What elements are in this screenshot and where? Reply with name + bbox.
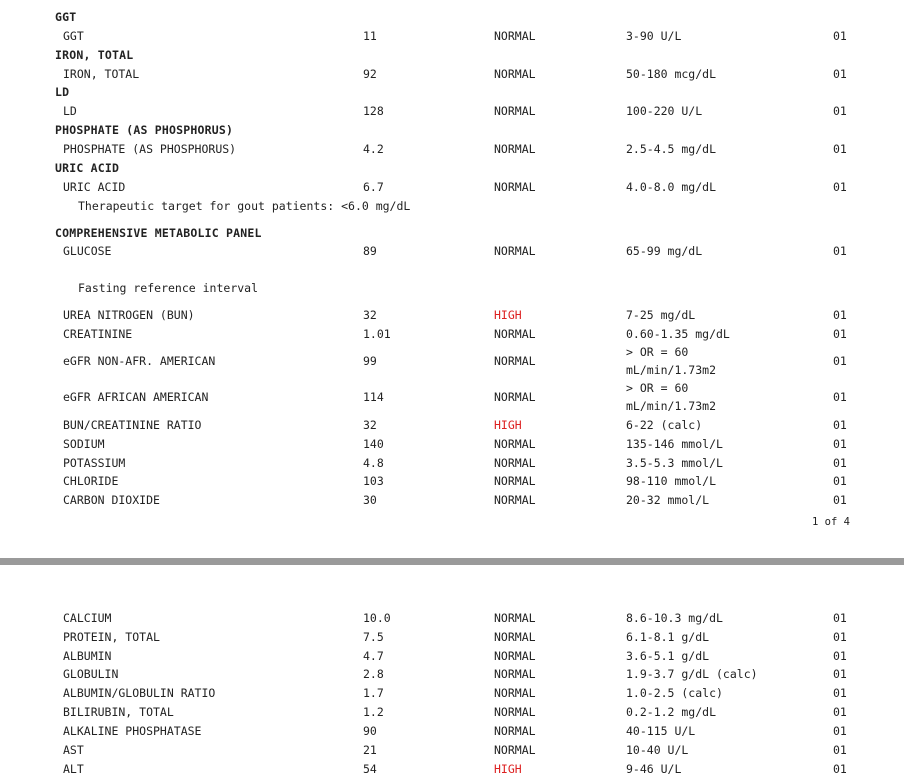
- section-header-ld: LD: [55, 85, 70, 99]
- test-name: GLUCOSE: [63, 244, 112, 258]
- reference-range: 3.5-5.3 mmol/L: [626, 456, 723, 470]
- lab-code: 01: [833, 67, 847, 81]
- test-flag: NORMAL: [494, 354, 536, 368]
- lab-code: 01: [833, 29, 847, 43]
- test-flag: NORMAL: [494, 493, 536, 507]
- reference-range: 135-146 mmol/L: [626, 437, 723, 451]
- test-flag: NORMAL: [494, 649, 536, 663]
- lab-code: 01: [833, 762, 847, 776]
- test-value: 54: [363, 762, 377, 776]
- reference-range: 1.0-2.5 (calc): [626, 686, 723, 700]
- test-value: 21: [363, 743, 377, 757]
- test-name: CHLORIDE: [63, 474, 119, 488]
- test-value: 114: [363, 390, 384, 404]
- lab-code: 01: [833, 474, 847, 488]
- test-name: IRON, TOTAL: [63, 67, 140, 81]
- section-header-phosphate: PHOSPHATE (AS PHOSPHORUS): [55, 123, 234, 137]
- test-value: 92: [363, 67, 377, 81]
- lab-code: 01: [833, 104, 847, 118]
- reference-range: 6.1-8.1 g/dL: [626, 630, 710, 644]
- test-name: URIC ACID: [63, 180, 126, 194]
- reference-range: 3-90 U/L: [626, 29, 682, 43]
- lab-code: 01: [833, 142, 847, 156]
- lab-code: 01: [833, 649, 847, 663]
- test-value: 1.7: [363, 686, 384, 700]
- test-flag: NORMAL: [494, 390, 536, 404]
- lab-code: 01: [833, 354, 847, 368]
- test-name: POTASSIUM: [63, 456, 126, 470]
- test-value: 32: [363, 308, 377, 322]
- section-header-iron: IRON, TOTAL: [55, 48, 134, 62]
- test-name: BUN/CREATININE RATIO: [63, 418, 202, 432]
- reference-range: 0.2-1.2 mg/dL: [626, 705, 717, 719]
- reference-range: 8.6-10.3 mg/dL: [626, 611, 723, 625]
- test-value: 128: [363, 104, 384, 118]
- test-flag: NORMAL: [494, 142, 536, 156]
- reference-range-line1: > OR = 60: [626, 381, 689, 395]
- test-name: eGFR NON-AFR. AMERICAN: [63, 354, 216, 368]
- reference-range: 2.5-4.5 mg/dL: [626, 142, 717, 156]
- test-name: PROTEIN, TOTAL: [63, 630, 160, 644]
- test-value: 11: [363, 29, 377, 43]
- reference-range-line2: mL/min/1.73m2: [626, 363, 717, 377]
- comment-note: Fasting reference interval: [78, 281, 259, 295]
- test-name: GLOBULIN: [63, 667, 119, 681]
- reference-range: 40-115 U/L: [626, 724, 696, 738]
- test-flag: NORMAL: [494, 724, 536, 738]
- test-value: 2.8: [363, 667, 384, 681]
- reference-range: 7-25 mg/dL: [626, 308, 696, 322]
- test-value: 4.2: [363, 142, 384, 156]
- lab-code: 01: [833, 327, 847, 341]
- lab-code: 01: [833, 743, 847, 757]
- lab-code: 01: [833, 493, 847, 507]
- lab-code: 01: [833, 308, 847, 322]
- lab-code: 01: [833, 418, 847, 432]
- test-value: 1.2: [363, 705, 384, 719]
- test-name: BILIRUBIN, TOTAL: [63, 705, 174, 719]
- section-header-cmp: COMPREHENSIVE METABOLIC PANEL: [55, 226, 262, 240]
- test-name: ALT: [63, 762, 84, 776]
- test-value: 99: [363, 354, 377, 368]
- test-value: 4.8: [363, 456, 384, 470]
- reference-range: 100-220 U/L: [626, 104, 703, 118]
- test-value: 6.7: [363, 180, 384, 194]
- test-value: 140: [363, 437, 384, 451]
- test-name: LD: [63, 104, 77, 118]
- page-divider: [0, 558, 904, 565]
- test-value: 89: [363, 244, 377, 258]
- section-header-ggt: GGT: [55, 10, 77, 24]
- lab-code: 01: [833, 244, 847, 258]
- lab-code: 01: [833, 611, 847, 625]
- test-flag: NORMAL: [494, 180, 536, 194]
- test-flag: NORMAL: [494, 104, 536, 118]
- test-flag: NORMAL: [494, 29, 536, 43]
- reference-range: 9-46 U/L: [626, 762, 682, 776]
- test-value: 7.5: [363, 630, 384, 644]
- test-value: 90: [363, 724, 377, 738]
- test-flag: NORMAL: [494, 743, 536, 757]
- reference-range: 0.60-1.35 mg/dL: [626, 327, 730, 341]
- comment-note: Therapeutic target for gout patients: <6.0 mg/dL: [78, 199, 411, 213]
- reference-range: 1.9-3.7 g/dL (calc): [626, 667, 758, 681]
- test-value: 32: [363, 418, 377, 432]
- reference-range-line1: > OR = 60: [626, 345, 689, 359]
- reference-range: 50-180 mcg/dL: [626, 67, 717, 81]
- lab-code: 01: [833, 390, 847, 404]
- test-name: ALBUMIN: [63, 649, 112, 663]
- page-number: 1 of 4: [812, 516, 850, 528]
- lab-code: 01: [833, 705, 847, 719]
- test-flag: NORMAL: [494, 67, 536, 81]
- reference-range: 65-99 mg/dL: [626, 244, 703, 258]
- test-name: PHOSPHATE (AS PHOSPHORUS): [63, 142, 237, 156]
- reference-range: 10-40 U/L: [626, 743, 689, 757]
- test-flag: NORMAL: [494, 474, 536, 488]
- reference-range: 4.0-8.0 mg/dL: [626, 180, 717, 194]
- reference-range: 3.6-5.1 g/dL: [626, 649, 710, 663]
- test-name: eGFR AFRICAN AMERICAN: [63, 390, 209, 404]
- test-value: 103: [363, 474, 384, 488]
- lab-code: 01: [833, 180, 847, 194]
- test-value: 1.01: [363, 327, 391, 341]
- test-name: GGT: [63, 29, 84, 43]
- test-flag-high: HIGH: [494, 762, 522, 776]
- test-flag: NORMAL: [494, 244, 536, 258]
- lab-code: 01: [833, 667, 847, 681]
- test-name: CALCIUM: [63, 611, 112, 625]
- test-flag: NORMAL: [494, 327, 536, 341]
- test-value: 10.0: [363, 611, 391, 625]
- test-flag-high: HIGH: [494, 418, 522, 432]
- test-flag: NORMAL: [494, 456, 536, 470]
- test-name: CARBON DIOXIDE: [63, 493, 160, 507]
- test-flag: NORMAL: [494, 705, 536, 719]
- test-flag: NORMAL: [494, 630, 536, 644]
- lab-code: 01: [833, 456, 847, 470]
- lab-code: 01: [833, 686, 847, 700]
- reference-range: 6-22 (calc): [626, 418, 703, 432]
- test-name: AST: [63, 743, 84, 757]
- test-flag: NORMAL: [494, 437, 536, 451]
- test-value: 30: [363, 493, 377, 507]
- test-flag: NORMAL: [494, 686, 536, 700]
- test-value: 4.7: [363, 649, 384, 663]
- test-name: ALBUMIN/GLOBULIN RATIO: [63, 686, 216, 700]
- lab-code: 01: [833, 724, 847, 738]
- test-name: CREATININE: [63, 327, 133, 341]
- reference-range: 98-110 mmol/L: [626, 474, 717, 488]
- test-flag: NORMAL: [494, 611, 536, 625]
- reference-range: 20-32 mmol/L: [626, 493, 710, 507]
- lab-code: 01: [833, 630, 847, 644]
- reference-range-line2: mL/min/1.73m2: [626, 399, 717, 413]
- section-header-uric-acid: URIC ACID: [55, 161, 120, 175]
- test-flag-high: HIGH: [494, 308, 522, 322]
- lab-code: 01: [833, 437, 847, 451]
- test-name: ALKALINE PHOSPHATASE: [63, 724, 202, 738]
- test-flag: NORMAL: [494, 667, 536, 681]
- test-name: UREA NITROGEN (BUN): [63, 308, 195, 322]
- test-name: SODIUM: [63, 437, 105, 451]
